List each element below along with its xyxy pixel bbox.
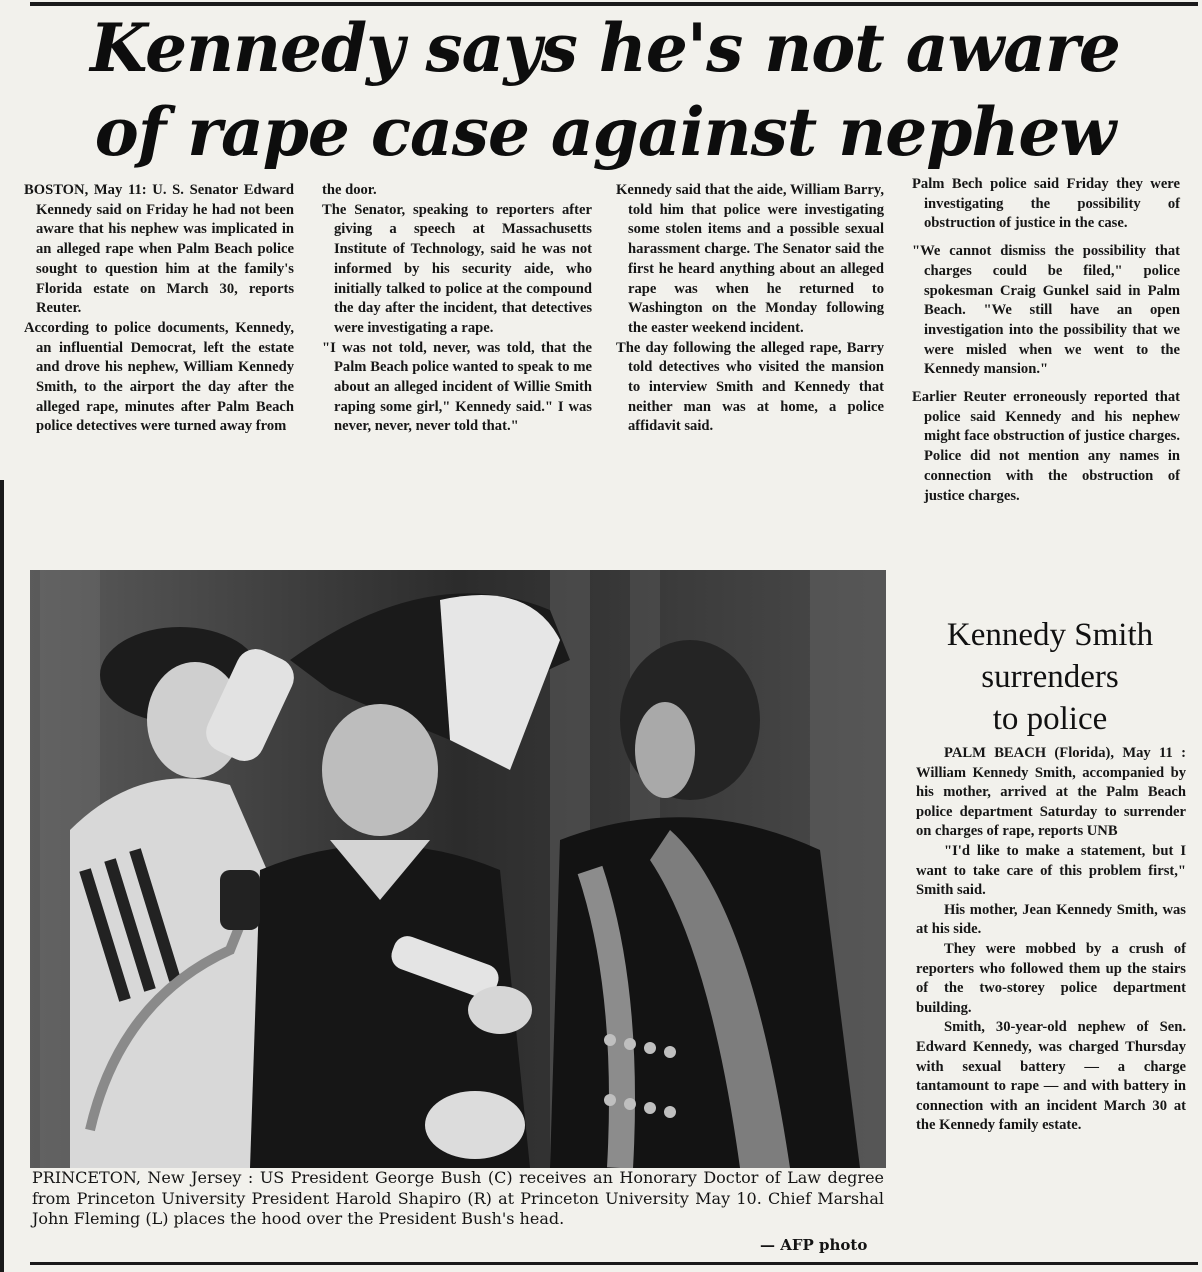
left-rule	[0, 480, 4, 1272]
article-paragraph: According to police documents, Kennedy, an influential Democrat, left the estate and drove his nephew, William Kennedy Smith, to the airport the day after the alleged rape, minutes after Palm Beach police detectives were turned away from	[24, 319, 294, 435]
sidebar-paragraph: His mother, Jean Kennedy Smith, was at his side.	[916, 901, 1186, 938]
article-column-1	[24, 181, 294, 437]
article-paragraph: The Senator, speaking to reporters after giving a speech at Massachusetts Institute of Technology, said he was not informed by his security aide, who initially talked to police at the compound the day after the incident, that detectives were investigating a rape.	[322, 201, 592, 336]
article-paragraph: Palm Bech police said Friday they were investigating the possibility of obstruction of justice in the case.	[912, 176, 1180, 232]
sidebar-article	[916, 744, 1186, 1136]
sidebar-headline	[902, 614, 1198, 740]
photo-credit: — AFP photo	[760, 1236, 868, 1254]
sidebar-paragraph: Smith, 30-year-old nephew of Sen. Edward Kennedy, was charged Thursday with sexual battery — a charge tantamount to rape — and with battery in connection with an incident March 30 at the Kennedy family estate.	[916, 1019, 1186, 1134]
article-paragraph: the door.	[322, 182, 377, 198]
photo-caption: PRINCETON, New Jersey : US President George Bush (C) receives an Honorary Doctor of Law degree from Princeton University President Harold Shapiro (R) at Princeton University May 10. Chief Marshal John Fleming (L) places the hood over the President Bush's head.	[32, 1168, 884, 1228]
sidebar-paragraph: They were mobbed by a crush of reporters who followed them up the stairs of the two-storey police department building.	[916, 940, 1186, 1016]
headline-line-2: of rape case against nephew	[94, 93, 1116, 171]
article-paragraph: Kennedy said that the aide, William Barry, told him that police were investigating some stolen items and a possible sexual harassment charge. The Senator said the first he heard anything about an alleged rape was when he returned to Washington on the Monday following the easter weekend incident.	[616, 182, 884, 336]
bottom-rule	[30, 1262, 1198, 1265]
article-paragraph: The day following the alleged rape, Barry told detectives who visited the mansion to interview Smith and Kennedy that neither man was at home, a police affidavit said.	[616, 339, 884, 435]
article-paragraph: Earlier Reuter erroneously reported that police said Kennedy and his nephew might face obstruction of justice charges. Police did not mention any names in connection with the obstruction of justice charges.	[912, 389, 1180, 504]
article-column-3	[616, 181, 884, 437]
article-paragraph: BOSTON, May 11: U. S. Senator Edward Kennedy said on Friday he had not been aware that his nephew was implicated in an alleged rape when Palm Beach police sought to question him at the family's Florida estate on March 30, reports Reuter.	[24, 182, 294, 317]
sidebar-paragraph: "I'd like to make a statement, but I want to take care of this problem first," Smith said.	[916, 842, 1186, 899]
sidebar-headline-line-1: Kennedy Smith	[946, 617, 1154, 653]
sidebar-headline-line-2: surrenders	[981, 659, 1119, 695]
article-column-2	[322, 181, 592, 437]
sidebar-paragraph: PALM BEACH (Florida), May 11 : William Kennedy Smith, accompanied by his mother, arrived at the Palm Beach police department Saturday to surrender on charges of rape, reports UNB	[916, 745, 1186, 840]
photo-illustration	[30, 570, 886, 1168]
headline	[20, 6, 1190, 174]
article-paragraph: "We cannot dismiss the possibility that charges could be filed," police spokesman Craig Gunkel said in Palm Beach. "We still have an open investigation into the possibility that we were misled when we went to the Kennedy mansion."	[912, 243, 1180, 378]
article-column-4	[912, 175, 1180, 506]
news-photo	[30, 570, 886, 1168]
article-paragraph: "I was not told, never, was told, that the Palm Beach police wanted to speak to me about an alleged incident of Willie Smith raping some girl," Kennedy said." I was never, never, never told that."	[322, 339, 592, 435]
sidebar-headline-line-3: to police	[992, 701, 1108, 737]
headline-line-1: Kennedy says he's not aware	[90, 9, 1120, 87]
